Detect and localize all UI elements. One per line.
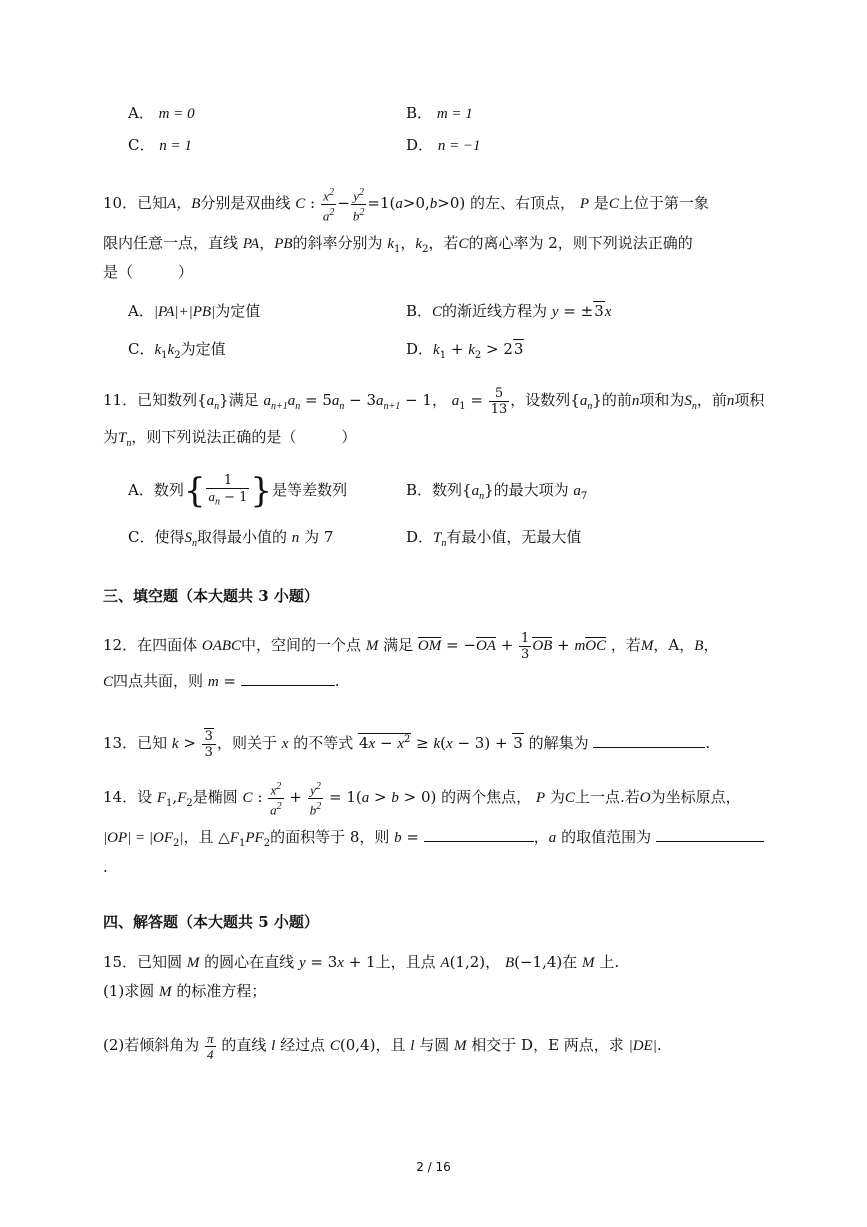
section-answer-heading: 四、解答题（本大题共 5 小题）	[103, 913, 319, 931]
q14-answer-blank-b[interactable]	[424, 827, 534, 842]
q14-line2: $|OP| = |OF_2|$，且 $\triangle F_1PF_2$的面积等于 8，则 b = ，a 的取值范围为	[103, 827, 764, 854]
q14-line3: .	[103, 858, 108, 876]
q15-line1: 15．已知圆 M 的圆心在直线 y = 3x + 1上，且点 A(1,2)， B(−1,4)在 M 上.	[103, 953, 620, 971]
q10-line3: 是（ ）	[103, 263, 194, 281]
q15-part2: (2)若倾斜角为 $\frac{\pi}{4}$ 的直线 l 经过点 C(0,4)，且 l 与圆 M 相交于 D，E 两点，求 |DE|.	[103, 1030, 662, 1062]
q10-line2: 限内任意一点，直线 PA，PB的斜率分别为 $k_1$，$k_2$，若C的离心率为 2，则下列说法正确的	[103, 234, 693, 255]
q14-answer-blank-a[interactable]	[656, 827, 764, 842]
q10-line1: 10．已知A，B分别是双曲线 C : $\frac{x^2}{a^2}$ − $\frac{y^2}{b^2}$ =1(a>0,b>0) 的左、右顶点， P 是C上位于第一象	[103, 187, 709, 223]
q12-line1: 12．在四面体 OABC中，空间的一个点 M 满足 OM = −OA + $\frac{1}{3}$ OB + mOC ，若M，A，B，	[103, 630, 719, 662]
q15-part1: (1)求圆 M 的标准方程；	[103, 982, 267, 1000]
q10-option-c: C．$k_1k_2$为定值	[128, 340, 226, 361]
q11-option-c: C．使得$S_n$取得最小值的 n 为 7	[128, 528, 334, 549]
q11-option-a: A．数列{ $\frac{1}{a_n - 1}$ }是等差数列	[128, 471, 348, 511]
q10-option-d: D．$k_1 + k_2 > 23$	[406, 340, 524, 361]
q11-line2: 为$T_n$，则下列说法正确的是（ ）	[103, 428, 357, 449]
q9-option-b: B． m = 1	[406, 104, 473, 122]
q11-option-b: B．数列$\{a_n\}$的最大项为 $a_7$	[406, 481, 588, 502]
q14-line1: 14．设 $F_1,F_2$是椭圆 C : $\frac{x^2}{a^2}$ + $\frac{y^2}{b^2}$ = 1(a > b > 0) 的两个焦点， P 为C上一点.若O为坐标原点，	[103, 781, 741, 817]
q10-option-b: B．C的渐近线方程为 y = ±3x	[406, 302, 612, 320]
q12-answer-blank[interactable]	[241, 671, 335, 686]
q9-option-c: C． n = 1	[128, 136, 192, 154]
q12-line2: C四点共面，则 m = .	[103, 672, 340, 690]
q13-line1: 13．已知 k > $\frac{3}{3}$ ，则关于 x 的不等式 $4x - x^2 \ge k(x - 3) + 3$ 的解集为 .	[103, 728, 711, 760]
q9-option-d: D． n = −1	[406, 136, 481, 154]
q13-answer-blank[interactable]	[593, 733, 705, 748]
page-number: 2 / 16	[416, 1160, 451, 1174]
q11-option-d: D．$T_n$有最小值，无最大值	[406, 528, 582, 549]
q9-option-a: A． m = 0	[128, 104, 195, 122]
section-fill-in-heading: 三、填空题（本大题共 3 小题）	[103, 587, 319, 605]
q10-option-a: A．|PA|+|PB|为定值	[128, 302, 261, 320]
q11-line1: 11．已知数列$\{a_n\}$满足 $a_{n+1}a_n = 5a_n - 3a_{n+1} - 1$， $a_1$ = $\frac{5}{13}$ ，设数列$\{a_n\}$的前n项和为$S_n$，前n项积	[103, 385, 765, 417]
